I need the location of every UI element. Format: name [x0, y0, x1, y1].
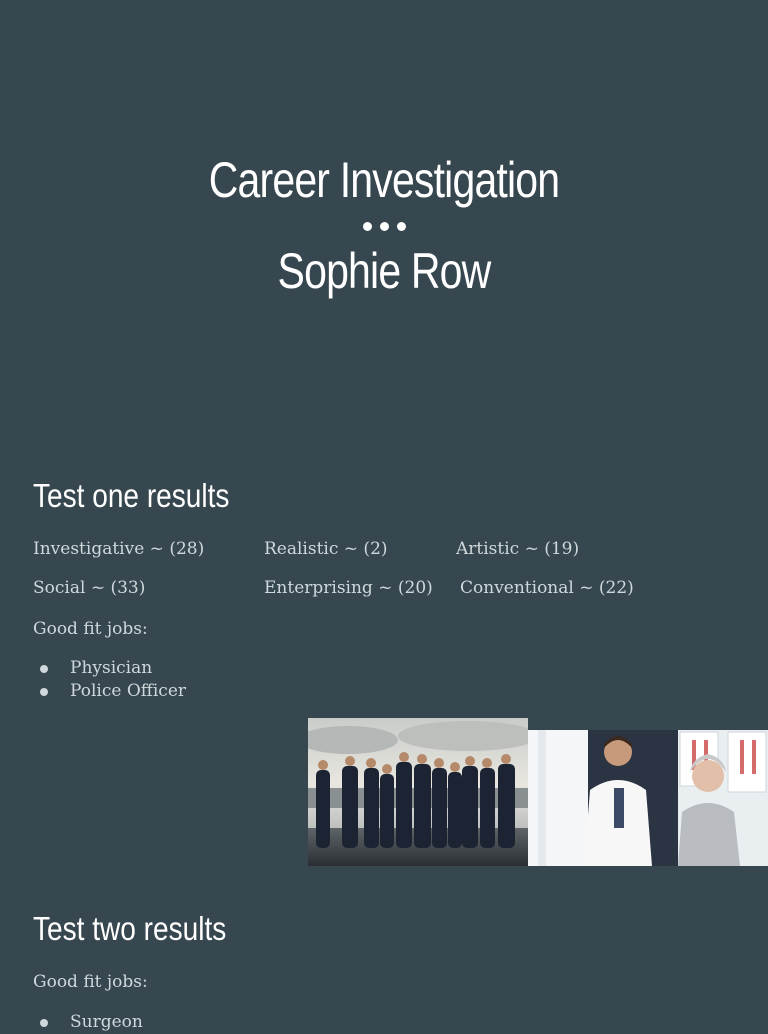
- score-investigative: Investigative ~ (28): [33, 539, 205, 559]
- bullet-icon: [40, 1019, 48, 1027]
- bullet-icon: [40, 688, 48, 696]
- score-social: Social ~ (33): [33, 578, 146, 598]
- job-label: Police Officer: [70, 681, 187, 701]
- test-two-jobs-list: [40, 1011, 143, 1034]
- bullet-icon: [40, 665, 48, 673]
- slide-author: Sophie Row: [277, 243, 491, 299]
- list-item: [40, 680, 186, 703]
- score-conventional: Conventional ~ (22): [460, 578, 634, 598]
- score-realistic: Realistic ~ (2): [264, 539, 388, 559]
- score-artistic: Artistic ~ (19): [456, 539, 580, 559]
- dot: [397, 222, 406, 231]
- test-one-heading: Test one results: [33, 477, 230, 514]
- test-one-jobs-list: [40, 657, 186, 703]
- job-label: Surgeon: [70, 1012, 143, 1032]
- police-officers-photo: [308, 718, 528, 866]
- test-two-jobs-label: Good fit jobs:: [33, 972, 148, 992]
- slide-title: Career Investigation: [208, 152, 560, 208]
- test-one-jobs-label: Good fit jobs:: [33, 619, 148, 639]
- doctor-patient-illustration: [528, 730, 768, 866]
- police-officers-illustration: [308, 718, 528, 866]
- doctor-patient-photo: [528, 730, 768, 866]
- list-item: [40, 1011, 143, 1034]
- title-block: [0, 150, 768, 301]
- test-two-heading: Test two results: [33, 910, 227, 947]
- score-enterprising: Enterprising ~ (20): [264, 578, 433, 598]
- dot: [363, 222, 372, 231]
- job-label: Physician: [70, 658, 153, 678]
- list-item: [40, 657, 186, 680]
- dot: [380, 222, 389, 231]
- ellipsis-divider: [0, 222, 768, 231]
